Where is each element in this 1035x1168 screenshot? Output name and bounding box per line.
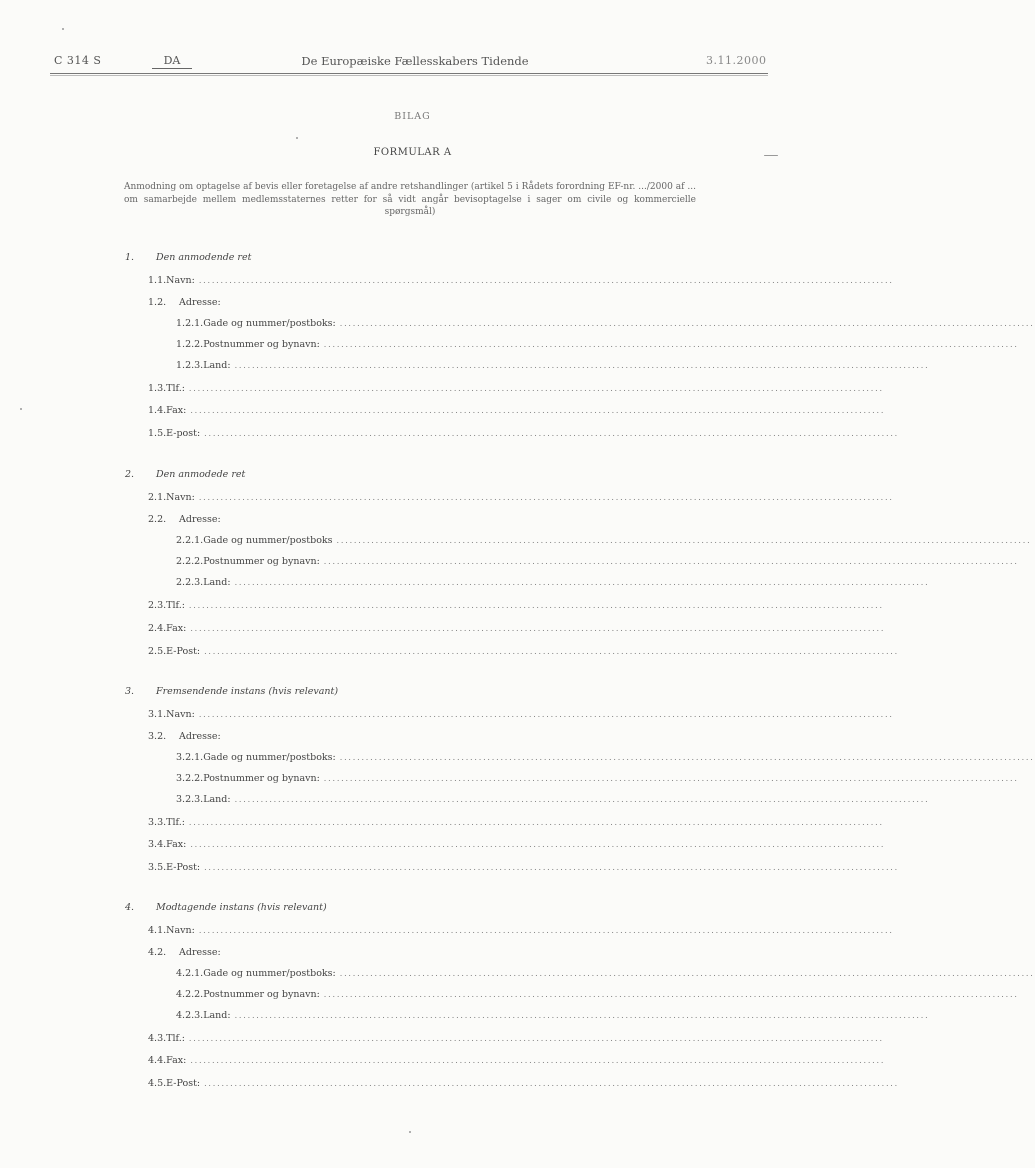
- fill-line: ................................................................................................................................................................: [190, 624, 886, 633]
- fill-line: ................................................................................................................................................................: [188, 1034, 884, 1043]
- section-1-heading: 1. Den anmodende ret: [125, 252, 252, 263]
- field-1-2-1-street[interactable]: 1.2.1. Gade og nummer/postboks: ................................................................................................................................................................: [176, 318, 1035, 329]
- page-reference: C 314 S: [54, 54, 102, 67]
- fill-line: ................................................................................................................................................................: [204, 1079, 899, 1088]
- field-2-3-phone[interactable]: 2.3. Tlf.: ................................................................................................................................................................: [148, 600, 884, 611]
- field-3-2-2-postal[interactable]: 3.2.2. Postnummer og bynavn: ................................................................................................................................................................: [176, 773, 1019, 784]
- section-4-heading: 4. Modtagende instans (hvis relevant): [125, 902, 327, 913]
- fill-line: ................................................................................................................................................................: [198, 710, 894, 719]
- language-code: DA: [152, 54, 192, 69]
- field-4-1-name[interactable]: 4.1. Navn: ................................................................................................................................................................: [148, 925, 894, 936]
- form-intro-text: Anmodning om optagelse af bevis eller foretagelse af andre retshandlinger (artikel 5 i Rådets forordning EF-nr. .../2000 af ... om samarbejde mellem medlemsstaternes retter for så vidt angår bevisoptagelse i sager om civile og kommercielle spørgsmål): [124, 182, 696, 217]
- fill-line: ................................................................................................................................................................: [190, 840, 886, 849]
- field-1-5-email[interactable]: 1.5. E-post: ................................................................................................................................................................: [148, 428, 900, 439]
- field-3-2-3-country[interactable]: 3.2.3. Land: ................................................................................................................................................................: [176, 794, 930, 805]
- scan-speck: [409, 1131, 411, 1133]
- field-4-2-1-street[interactable]: 4.2.1. Gade og nummer/postboks: ................................................................................................................................................................: [176, 968, 1035, 979]
- field-4-3-phone[interactable]: 4.3. Tlf.: ................................................................................................................................................................: [148, 1033, 884, 1044]
- field-4-2-3-country[interactable]: 4.2.3. Land: ................................................................................................................................................................: [176, 1010, 930, 1021]
- field-1-2-address: 1.2. Adresse:: [148, 297, 221, 308]
- fill-line: ................................................................................................................................................................: [198, 926, 894, 935]
- fill-line: ................................................................................................................................................................: [323, 990, 1019, 999]
- field-2-5-email[interactable]: 2.5. E-Post: ................................................................................................................................................................: [148, 646, 899, 657]
- field-2-1-name[interactable]: 2.1. Navn: ................................................................................................................................................................: [148, 492, 894, 503]
- field-1-1-name[interactable]: 1.1. Navn: ................................................................................................................................................................: [148, 275, 894, 286]
- fill-line: ................................................................................................................................................................: [188, 818, 884, 827]
- field-2-2-1-street[interactable]: 2.2.1. Gade og nummer/postboks ................................................................................................................................................................: [176, 535, 1032, 546]
- form-title: FORMULAR A: [373, 147, 452, 158]
- scan-speck: [62, 28, 64, 30]
- fill-line: ................................................................................................................................................................: [339, 319, 1035, 328]
- fill-line: ................................................................................................................................................................: [234, 795, 930, 804]
- fill-line: ................................................................................................................................................................: [339, 753, 1035, 762]
- scan-speck: [296, 137, 298, 139]
- field-1-3-phone[interactable]: 1.3. Tlf.: ................................................................................................................................................................: [148, 383, 884, 394]
- field-3-3-phone[interactable]: 3.3. Tlf.: ................................................................................................................................................................: [148, 817, 884, 828]
- field-4-2-2-postal[interactable]: 4.2.2. Postnummer og bynavn: ................................................................................................................................................................: [176, 989, 1019, 1000]
- field-4-2-address: 4.2. Adresse:: [148, 947, 221, 958]
- annex-label: BILAG: [394, 111, 431, 122]
- publication-date: 3.11.2000: [706, 54, 767, 67]
- field-2-4-fax[interactable]: 2.4. Fax: ................................................................................................................................................................: [148, 623, 886, 634]
- section-2-heading: 2. Den anmodede ret: [125, 469, 246, 480]
- scan-speck: [764, 155, 778, 156]
- header-rule: [50, 73, 768, 74]
- field-3-4-fax[interactable]: 3.4. Fax: ................................................................................................................................................................: [148, 839, 886, 850]
- scan-speck: [20, 408, 22, 410]
- fill-line: ................................................................................................................................................................: [198, 493, 894, 502]
- fill-line: ................................................................................................................................................................: [336, 536, 1032, 545]
- field-2-2-address: 2.2. Adresse:: [148, 514, 221, 525]
- fill-line: ................................................................................................................................................................: [323, 340, 1019, 349]
- field-3-2-address: 3.2. Adresse:: [148, 731, 221, 742]
- fill-line: ................................................................................................................................................................: [188, 601, 884, 610]
- field-2-2-2-postal[interactable]: 2.2.2. Postnummer og bynavn: ................................................................................................................................................................: [176, 556, 1019, 567]
- fill-line: ................................................................................................................................................................: [204, 429, 900, 438]
- fill-line: ................................................................................................................................................................: [323, 774, 1019, 783]
- field-3-1-name[interactable]: 3.1. Navn: ................................................................................................................................................................: [148, 709, 894, 720]
- field-4-5-email[interactable]: 4.5. E-Post: ................................................................................................................................................................: [148, 1078, 899, 1089]
- field-1-2-2-postal[interactable]: 1.2.2. Postnummer og bynavn: ................................................................................................................................................................: [176, 339, 1019, 350]
- fill-line: ................................................................................................................................................................: [190, 406, 886, 415]
- journal-title: De Europæiske Fællesskabers Tidende: [301, 54, 529, 68]
- fill-line: ................................................................................................................................................................: [204, 863, 899, 872]
- fill-line: ................................................................................................................................................................: [234, 578, 930, 587]
- field-1-4-fax[interactable]: 1.4. Fax: ................................................................................................................................................................: [148, 405, 886, 416]
- section-3-heading: 3. Fremsendende instans (hvis relevant): [125, 686, 339, 697]
- fill-line: ................................................................................................................................................................: [204, 647, 899, 656]
- fill-line: ................................................................................................................................................................: [198, 276, 894, 285]
- field-2-2-3-country[interactable]: 2.2.3. Land: ................................................................................................................................................................: [176, 577, 930, 588]
- field-4-4-fax[interactable]: 4.4. Fax: ................................................................................................................................................................: [148, 1055, 886, 1066]
- header-rule-secondary: [50, 75, 768, 76]
- fill-line: ................................................................................................................................................................: [234, 361, 930, 370]
- fill-line: ................................................................................................................................................................: [190, 1056, 886, 1065]
- field-1-2-3-country[interactable]: 1.2.3. Land: ................................................................................................................................................................: [176, 360, 930, 371]
- fill-line: ................................................................................................................................................................: [234, 1011, 930, 1020]
- fill-line: ................................................................................................................................................................: [323, 557, 1019, 566]
- field-3-5-email[interactable]: 3.5. E-Post: ................................................................................................................................................................: [148, 862, 899, 873]
- fill-line: ................................................................................................................................................................: [339, 969, 1035, 978]
- fill-line: ................................................................................................................................................................: [188, 384, 884, 393]
- field-3-2-1-street[interactable]: 3.2.1. Gade og nummer/postboks: ................................................................................................................................................................: [176, 752, 1035, 763]
